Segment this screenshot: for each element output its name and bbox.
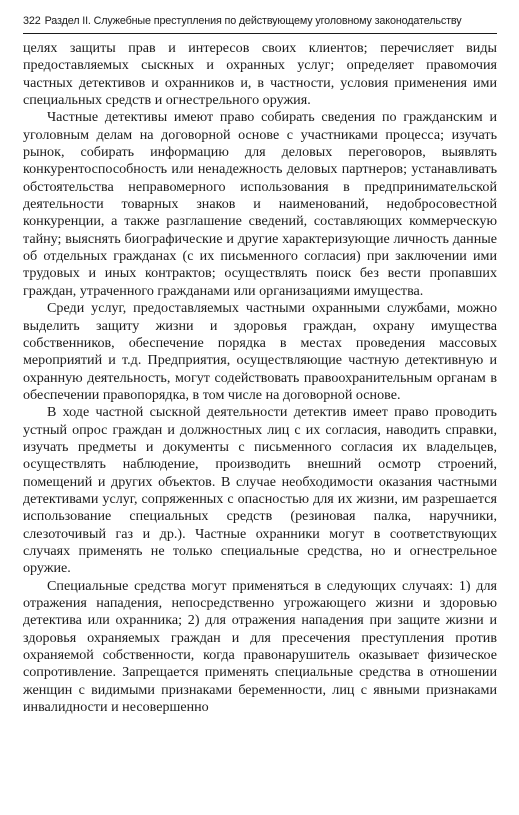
paragraph-detectives-rights: Частные детективы имеют право собирать сведения по гражданским и уголовным делам на договорной основе с участниками процесса; изучать рынок, собирать информацию для деловых переговоров, выявлять конкурентоспособность или ненадежность деловых партнеров; устанавливать обстоятельства неправомерного использования в предпринимательской деятельности товарных знаков и наименований, недобросовестной конкуренции, а также разглашение сведений, составляющих коммерческую тайну; выяснять биографические и другие характеризующие личность данные об отдельных гражданах (с их письменного согласия) при заключении ими трудовых и иных контрактов; осуществлять поиск без вести пропавших граждан, утраченного гражданами или организациями имущества. [23,109,497,299]
paragraph-security-services: Среди услуг, предоставляемых частными охранными службами, можно выделить защиту жизни и здоровья граждан, охрану имущества собственников, обеспечение порядка в местах проведения массовых мероприятий и т.д. Предприятия, осуществляющие частную детективную и охранную деятельность, могут содействовать правоохранительным органам в обеспечении правопорядка, в том числе на договорной основе. [23,300,497,403]
running-title: Раздел II. Служебные преступления по действующему уголовному законодательству [44,15,462,27]
body-text [23,40,497,716]
paragraph-detective-activity: В ходе частной сыскной деятельности детектив имеет право проводить устный опрос граждан и должностных лиц с их согласия, наводить справки, изучать предметы и документы с письменного согласия их владельцев, осуществлять наблюдение, производить внешний осмотр строений, помещений и других объектов. В случае необходимости оказания частными детективами услуг, сопряженных с опасностью для их жизни, им разрешается использование специальных средств (резиновая палка, наручники, слезоточивый газ и др.). Частные охранники могут в соответствующих случаях применять не только специальные средства, но и огнестрельное оружие. [23,404,497,577]
paragraph-continued: целях защиты прав и интересов своих клиентов; перечисляет виды предоставляемых сыскных и охранных услуг; определяет правомочия частных детективов и охранников и, в частности, условия применения ими специальных средств и огнестрельного оружия. [23,40,497,109]
paragraph-special-means: Специальные средства могут применяться в следующих случаях: 1) для отражения нападения, непосредственно угрожающего жизни и здоровью детектива или охранника; 2) для отражения нападения при защите жизни и здоровья охраняемых граждан и для пресечения преступления против охраняемой собственности, когда правонарушитель оказывает физическое сопротивление. Запрещается применять специальные средства в отношении женщин с видимыми признаками беременности, лиц с явными признаками инвалидности и несовершенно [23,577,497,716]
page-number: 322 [23,15,41,27]
running-head [23,14,497,34]
